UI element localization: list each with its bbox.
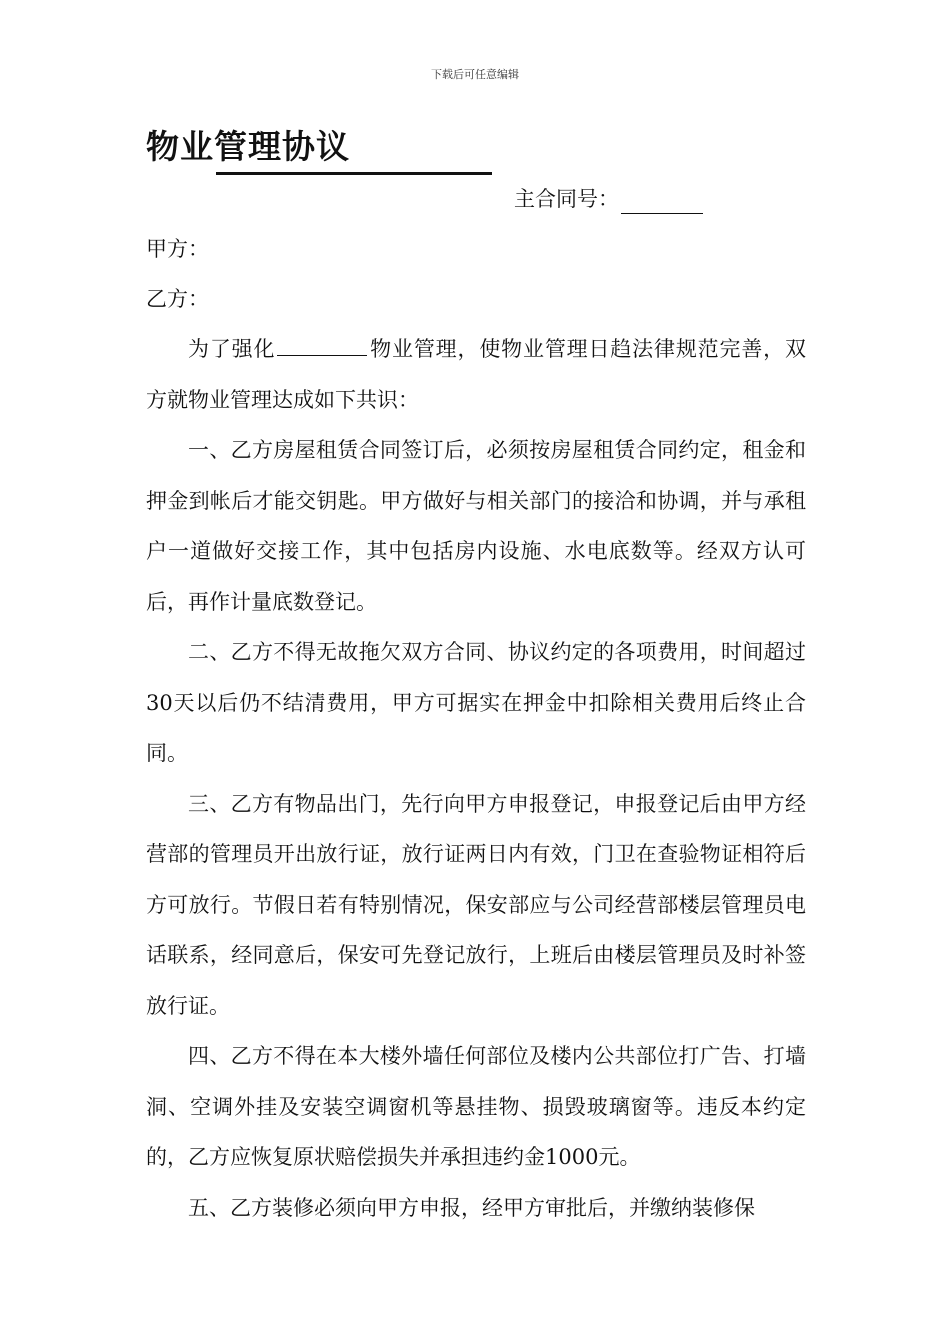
clause-4: 四、乙方不得在本大楼外墙任何部位及楼内公共部位打广告、打墙洞、空调外挂及安装空调窗机等悬挂物、损毁玻璃窗等。违反本约定的，乙方应恢复原状赔偿损失并承担违约金1000元。: [146, 1044, 806, 1169]
document-title: 物业管理协议: [146, 127, 350, 166]
clause-2: 二、乙方不得无故拖欠双方合同、协议约定的各项费用，时间超过30天以后仍不结清费用，甲方可据实在押金中扣除相关费用后终止合同。: [146, 640, 806, 765]
contract-number-blank: [621, 191, 703, 214]
intro-paragraph: [146, 324, 806, 425]
clause-5: 五、乙方装修必须向甲方申报，经甲方审批后，并缴纳装修保: [188, 1195, 755, 1220]
clause-1: 一、乙方房屋租赁合同签订后，必须按房屋租赁合同约定，租金和押金到帐后才能交钥匙。甲方做好与相关部门的接洽和协调，并与承租户一道做好交接工作，其中包括房内设施、水电底数等。经双方认可后，再作计量底数登记。: [146, 438, 806, 614]
contract-number-label: 主合同号：: [514, 187, 619, 211]
party-b-label: 乙方：: [146, 287, 209, 311]
title-underline: [216, 172, 492, 175]
property-name-blank: [277, 333, 367, 356]
contract-number-line: [514, 184, 703, 214]
page-header-note: 下载后可任意编辑: [431, 68, 519, 81]
clause-3: 三、乙方有物品出门，先行向甲方申报登记，申报登记后由甲方经营部的管理员开出放行证，放行证两日内有效，门卫在查验物证相符后方可放行。节假日若有特别情况，保安部应与公司经营部楼层管理员电话联系，经同意后，保安可先登记放行，上班后由楼层管理员及时补签放行证。: [146, 791, 806, 1018]
intro-text-after: 物业管理，使物业管理日趋法律规范完善，双方就物业管理达成如下共识：: [146, 337, 807, 412]
intro-text-before: 为了强化: [188, 337, 276, 361]
party-a-label: 甲方：: [146, 237, 209, 261]
agreement-body: [146, 324, 806, 1233]
